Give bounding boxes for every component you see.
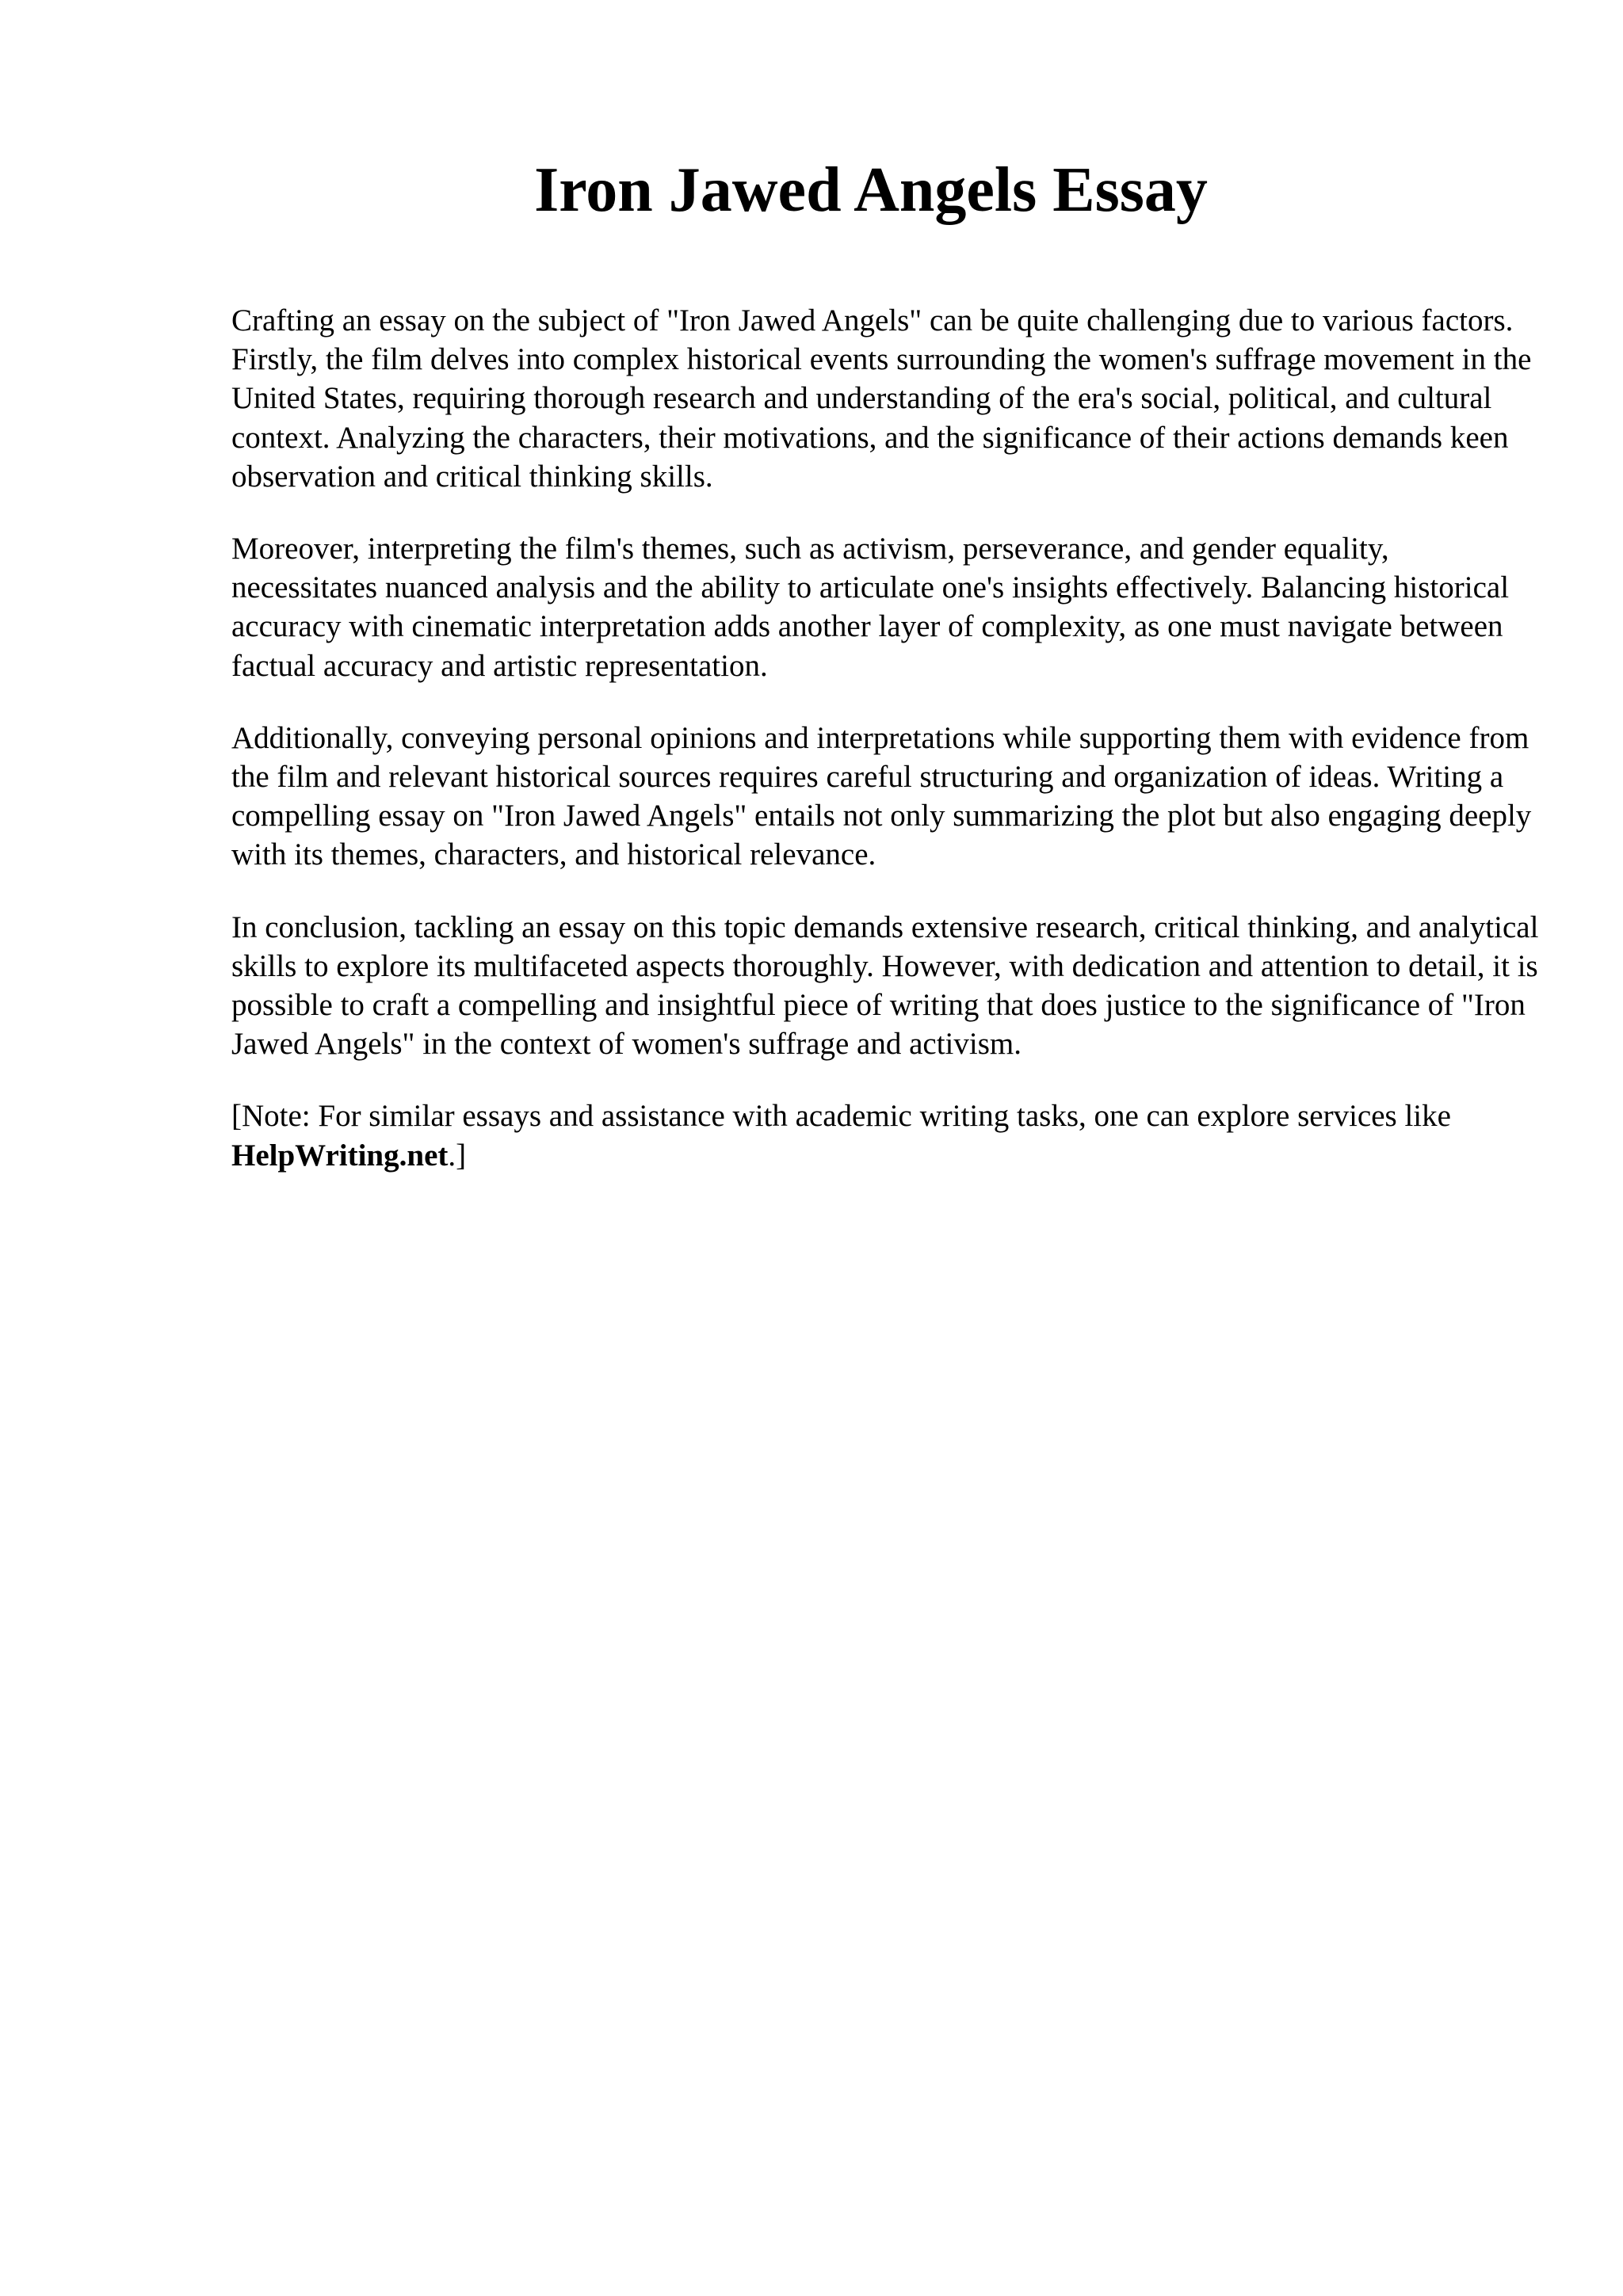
helpwriting-link[interactable]: HelpWriting.net: [231, 1138, 449, 1173]
paragraph-1: Crafting an essay on the subject of "Iron Jawed Angels" can be quite challenging due to various factors. Firstly, the film delves into complex historical events surrounding the women's suffrage movement in the United States, requiring thorough research and understanding of the era's social, political, and cultural context. Analyzing the characters, their motivations, and the significance of their actions demands keen observation and critical thinking skills.: [231, 303, 1532, 494]
page-title: Iron Jawed Angels Essay: [534, 155, 1208, 225]
paragraph-4: In conclusion, tackling an essay on this topic demands extensive research, critical thinking, and analytical skills to explore its multifaceted aspects thoroughly. However, with dedication and attention to detail, it is possible to craft a compelling and insightful piece of writing that does justice to the significance of "Iron Jawed Angels" in the context of women's suffrage and activism.: [231, 910, 1539, 1062]
note-paragraph: [231, 1097, 1539, 1174]
note-prefix: [Note: For similar essays and assistance with academic writing tasks, one can explore services like: [231, 1099, 1451, 1134]
paragraph-3: Additionally, conveying personal opinions and interpretations while supporting them with evidence from the film and relevant historical sources requires careful structuring and organization of ideas. Writing a compelling essay on "Iron Jawed Angels" entails not only summarizing the plot but also engaging deeply with its themes, characters, and historical relevance.: [231, 720, 1532, 872]
paragraph-2: Moreover, interpreting the film's themes, such as activism, perseverance, and gender equality, necessitates nuanced analysis and the ability to articulate one's insights effectively. Balancing historical accuracy with cinematic interpretation adds another layer of complexity, as one must navigate between factual accuracy and artistic representation.: [231, 532, 1510, 683]
essay-body: [231, 301, 1539, 1208]
note-suffix: .]: [448, 1138, 467, 1173]
